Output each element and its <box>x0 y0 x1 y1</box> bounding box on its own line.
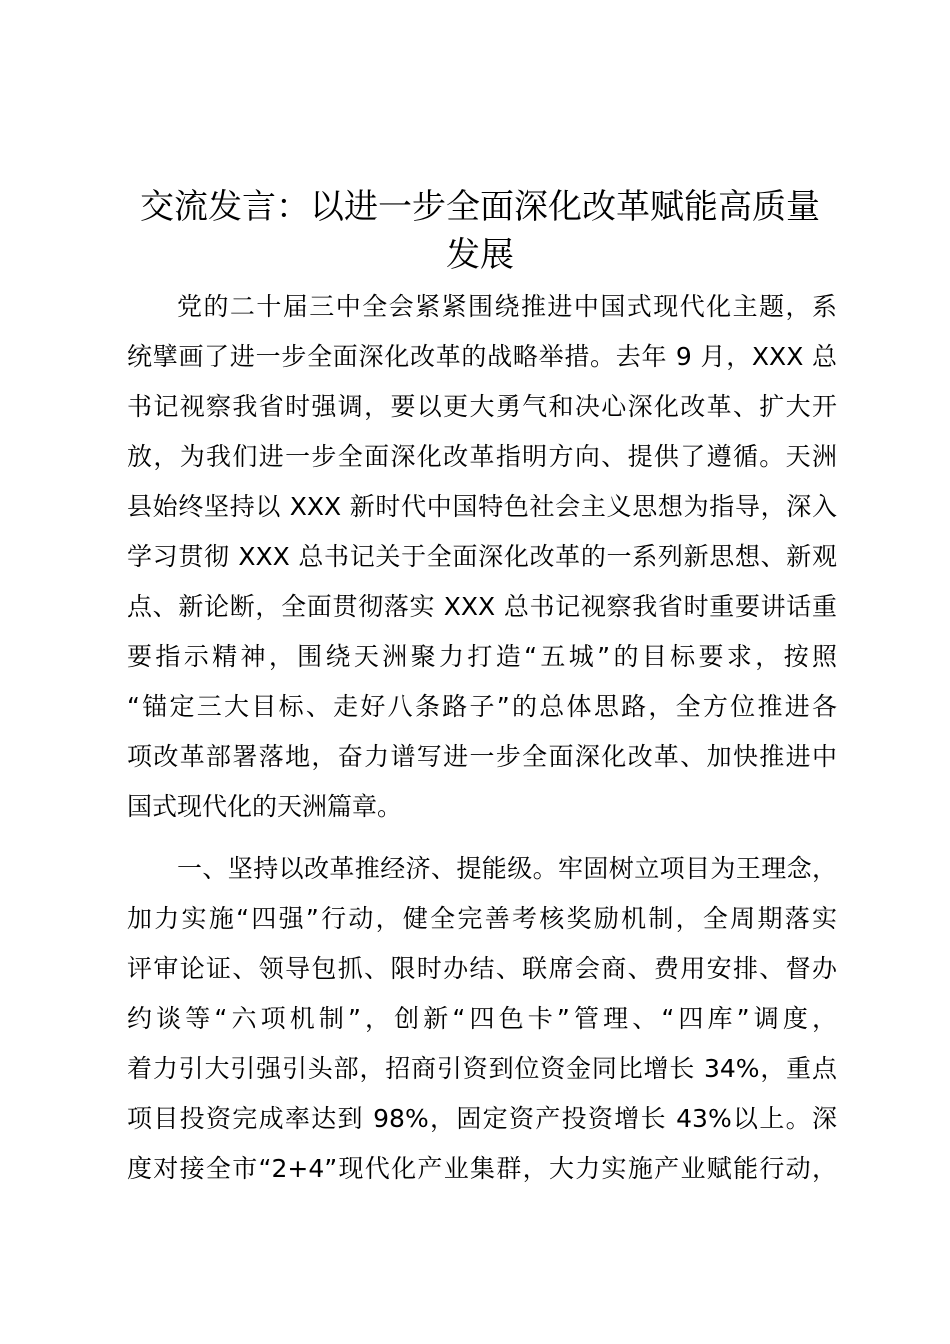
text-line: 点、新论断，全面贯彻落实 XXX 总书记视察我省时重要讲话重 <box>127 592 837 621</box>
text-line: 加力实施“四强”行动，健全完善考核奖励机制，全周期落实 <box>127 904 837 933</box>
document-title <box>110 183 850 279</box>
text-line: 党的二十届三中全会紧紧围绕推进中国式现代化主题，系 <box>177 292 837 321</box>
text-line: 项改革部署落地，奋力谱写进一步全面深化改革、加快推进中 <box>127 742 837 771</box>
text-line: 项目投资完成率达到 98%，固定资产投资增长 43%以上。深 <box>127 1104 837 1133</box>
text-line: 书记视察我省时强调，要以更大勇气和决心深化改革、扩大开 <box>127 392 837 421</box>
text-line: 学习贯彻 XXX 总书记关于全面深化改革的一系列新思想、新观 <box>127 542 837 571</box>
text-line: 度对接全市“2+4”现代化产业集群，大力实施产业赋能行动， <box>127 1154 837 1183</box>
text-line: 要指示精神，围绕天洲聚力打造“五城”的目标要求，按照 <box>127 642 837 671</box>
document-body <box>127 282 837 1194</box>
text-line: 约谈等“六项机制”，创新“四色卡”管理、“四库”调度， <box>127 1004 837 1033</box>
paragraph-intro <box>127 282 837 832</box>
paragraph-section-one <box>127 844 837 1194</box>
title-line: 交流发言：以进一步全面深化改革赋能高质量 <box>140 187 820 227</box>
text-line: 县始终坚持以 XXX 新时代中国特色社会主义思想为指导，深入 <box>127 492 837 521</box>
text-line: 一、坚持以改革推经济、提能级。牢固树立项目为王理念， <box>177 854 837 883</box>
text-line: 评审论证、领导包抓、限时办结、联席会商、费用安排、督办 <box>127 954 837 983</box>
text-line: 国式现代化的天洲篇章。 <box>127 792 403 821</box>
text-line: 着力引大引强引头部，招商引资到位资金同比增长 34%，重点 <box>127 1054 837 1083</box>
text-line: 放，为我们进一步全面深化改革指明方向、提供了遵循。天洲 <box>127 442 837 471</box>
title-line: 发展 <box>446 235 514 275</box>
text-line: 统擘画了进一步全面深化改革的战略举措。去年 9 月，XXX 总 <box>127 342 837 371</box>
text-line: “锚定三大目标、走好八条路子”的总体思路，全方位推进各 <box>127 692 837 721</box>
